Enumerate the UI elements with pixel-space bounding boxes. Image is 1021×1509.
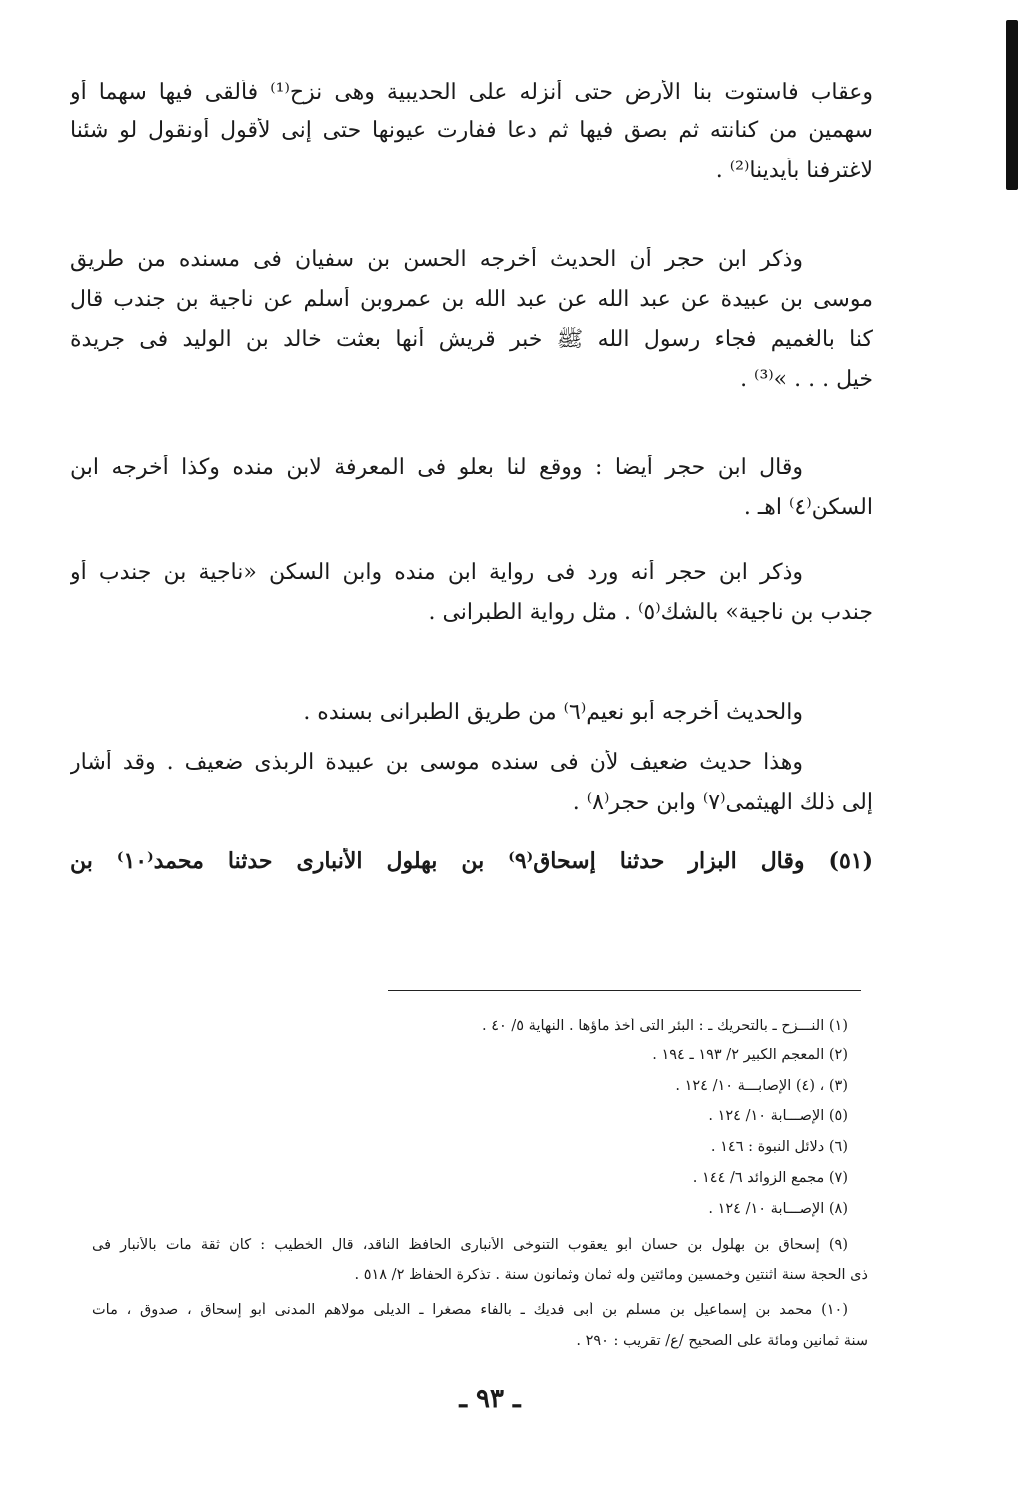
footnote-line: (٩) إسحاق بن بهلول بن حسان أبو يعقوب التنوخى الأنبارى الحافظ الناقد، قال الخطيب : كان ثقة مات بالأنبار فى — [92, 1237, 848, 1253]
footnote-line: (١٠) محمد بن إسماعيل بن مسلم بن أبى فديك ـ بالفاء مصغرا ـ الديلى مولاهم المدنى أبو إسحاق ، صدوق ، مات — [92, 1302, 848, 1318]
main-text-line: وقال ابن حجر أيضا : ووقع لنا بعلو فى المعرفة لابن منده وكذا أخرجه ابن — [70, 455, 803, 480]
page-edge-binding-mark — [1006, 20, 1018, 190]
footnote-line: (٢) المعجم الكبير ٢/ ١٩٣ ـ ١٩٤ . — [652, 1047, 848, 1063]
footnote-line: (٥) الإصـــابة ١٠/ ١٢٤ . — [708, 1108, 848, 1124]
main-text-line: (٥١) وقال البزار حدثنا إسحاق⁽٩⁾ بن بهلول الأنبارى حدثنا محمد⁽١٠⁾ بن — [70, 848, 873, 874]
main-text-line: لاغترفنا بأيدينا⁽²⁾ . — [715, 158, 873, 183]
main-text-line: سهمين من كنانته ثم بصق فيها ثم دعا ففارت عيونها حتى إنى لأقول أونقول لو شئنا — [70, 118, 873, 143]
footnote-line: (٣) ، (٤) الإصابـــة ١٠/ ١٢٤ . — [675, 1078, 848, 1094]
main-text-line: السكن⁽٤⁾ اهـ . — [743, 495, 873, 520]
main-text-line: إلى ذلك الهيثمى⁽٧⁾ وابن حجر⁽٨⁾ . — [572, 790, 873, 815]
main-text-line: وذكر ابن حجر أنه ورد فى رواية ابن منده وابن السكن «ناجية بن جندب أو — [70, 560, 803, 585]
main-text-line: موسى بن عبيدة عن عبد الله عن عبد الله بن عمروبن أسلم عن ناجية بن جندب قال — [70, 287, 873, 312]
footnote-separator — [388, 990, 861, 991]
footnote-line: (٦) دلائل النبوة : ١٤٦ . — [710, 1139, 848, 1155]
footnote-line: سنة ثمانين ومائة على الصحيح /ع/ تقريب : ٢٩٠ . — [576, 1333, 868, 1349]
main-text-line: وهذا حديث ضعيف لأن فى سنده موسى بن عبيدة الربذى ضعيف . وقد أشار — [70, 750, 803, 775]
main-text-line: جندب بن ناجية» بالشك⁽٥⁾ . مثل رواية الطبرانى . — [428, 600, 873, 625]
main-text-line: كنا بالغميم فجاء رسول الله ﷺ خبر قريش أنها بعثت خالد بن الوليد فى جريدة — [70, 327, 873, 352]
footnote-line: ذى الحجة سنة اثنتين وخمسين ومائتين وله ثمان وثمانون سنة . تذكرة الحفاظ ٢/ ٥١٨ . — [354, 1267, 868, 1283]
footnote-line: (١) النـــزح ـ بالتحريك ـ : البئر التى أخذ ماؤها . النهاية ٥/ ٤٠ . — [481, 1018, 848, 1034]
footnote-line: (٨) الإصـــابة ١٠/ ١٢٤ . — [708, 1201, 848, 1217]
footnote-line: (٧) مجمع الزوائد ٦/ ١٤٤ . — [692, 1170, 848, 1186]
main-text-line: خيل . . . »⁽³⁾ . — [740, 367, 873, 392]
page-number: ـ ٩٣ ـ — [459, 1384, 521, 1414]
main-text-line: وعقاب فاستوت بنا الأرض حتى أنزله على الحديبية وهى نزح⁽¹⁾ فألقى فيها سهما أو — [70, 80, 873, 105]
main-text-line: وذكر ابن حجر أن الحديث أخرجه الحسن بن سفيان فى مسنده من طريق — [70, 247, 803, 272]
main-text-line: والحديث أخرجه أبو نعيم⁽٦⁾ من طريق الطبرانى بسنده . — [303, 700, 803, 725]
